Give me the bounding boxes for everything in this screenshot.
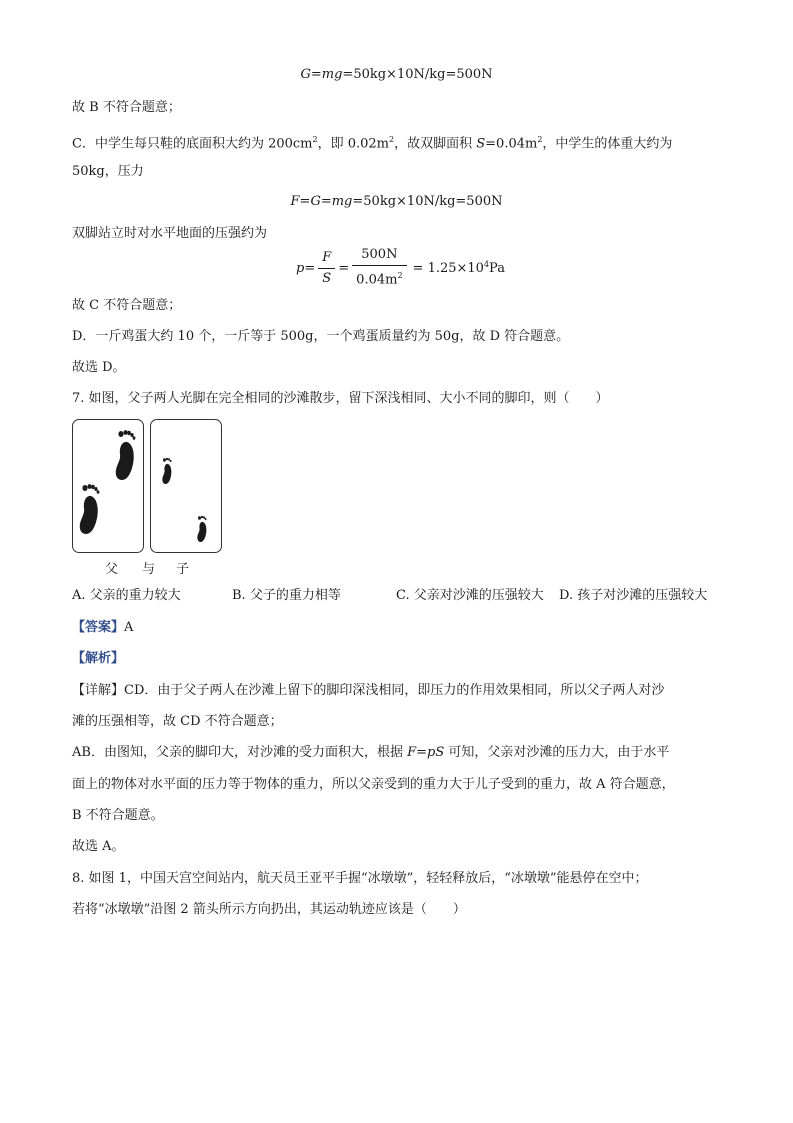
q7-analysis: [72, 650, 124, 668]
numerator-F: F: [318, 250, 335, 269]
option-b: B. 父子的重力相等: [232, 588, 341, 603]
q7-detail-line-5: B 不符合题意。: [72, 808, 164, 823]
c-conclusion: 故 C 不符合题意；: [72, 298, 182, 313]
select-d: 故选 D。: [72, 360, 126, 375]
symbol-p: p: [296, 260, 305, 276]
q7-stem: 7. 如图，父子两人光脚在完全相同的沙滩散步，留下深浅相同、大小不同的脚印，则（ ）: [72, 391, 609, 406]
q8-stem-line-2: 若将“冰墩墩”沿图 2 箭头所示方向扔出，其运动轨迹应该是（ ）: [72, 902, 466, 917]
q7-select: 故选 A。: [72, 839, 125, 854]
equation-pressure: [296, 247, 505, 289]
c-text-part: C．中学生每只鞋的底面积大约为 200cm: [72, 136, 313, 152]
q7-detail-line-3: [72, 744, 669, 762]
symbol-G: G: [300, 67, 311, 82]
son-footprint-lower: [197, 516, 206, 542]
equation-rhs: =50kg×10N/kg=500N: [352, 194, 503, 209]
eq-sign: =: [320, 194, 332, 209]
b-conclusion: 故 B 不符合题意；: [72, 100, 181, 115]
superscript: 2: [312, 135, 318, 144]
q7-detail-line-4: 面上的物体对水平面的压力等于物体的重力，所以父亲受到的重力大于儿子受到的重力，故 A 符合题意，: [72, 777, 675, 792]
symbol-G: G: [310, 194, 321, 209]
father-footprints: [73, 420, 143, 552]
superscript: 2: [389, 135, 395, 144]
c-text-line-1: [72, 131, 672, 153]
fraction-F-over-S: [318, 250, 335, 287]
q8-stem-line-1: 8. 如图 1，中国天宫空间站内，航天员王亚平手握“冰墩墩”，轻轻释放后，“冰墩墩”能悬停在空中；: [72, 871, 648, 886]
equation-force: [0, 193, 793, 211]
footprint-figure: [72, 419, 222, 579]
father-footprint-upper: [116, 430, 136, 480]
detail-tag: 【详解】: [72, 683, 125, 698]
unit-pa: Pa: [489, 260, 505, 276]
symbol-F: F: [407, 745, 417, 760]
q7-answer: [72, 619, 133, 637]
c-text-part: ，即 0.02m: [317, 136, 390, 152]
father-footprint-panel: [72, 419, 144, 553]
option-d: D. 孩子对沙滩的压强较大: [559, 588, 708, 603]
c-text-line-2: 50kg，压力: [72, 164, 144, 179]
c-text-part: =0.04m: [485, 136, 538, 152]
area-value: 0.04m: [356, 272, 398, 288]
c-text-part: ，中学生的体重大约为: [542, 136, 673, 152]
fraction-500N-over-area: [352, 247, 406, 288]
q7-detail-line-1: [72, 682, 664, 700]
denominator-area: [352, 266, 406, 288]
option-c: C. 父亲对沙滩的压强较大: [396, 588, 544, 603]
symbol-pS: pS: [427, 745, 445, 760]
answer-value: A: [124, 620, 134, 635]
symbol-S: S: [476, 136, 486, 152]
analysis-tag: 【解析】: [72, 651, 125, 666]
c-text-line-3: 双脚站立时对水平地面的压强约为: [72, 226, 268, 241]
eq-sign: =: [304, 260, 316, 276]
superscript: 2: [537, 135, 543, 144]
numerator-500N: 500N: [352, 247, 406, 266]
eq-sign: =: [299, 194, 311, 209]
symbol-F: F: [290, 194, 300, 209]
detail-text: CD．由于父子两人在沙滩上留下的脚印深浅相同，即压力的作用效果相同，所以父子两人对沙: [124, 683, 665, 698]
detail-text: 可知，父亲对沙滩的压力大，由于水平: [444, 745, 670, 760]
option-a: A. 父亲的重力较大: [72, 588, 181, 603]
father-footprint-lower: [80, 484, 100, 534]
eq-sign: =: [416, 745, 428, 760]
c-text-part: ，故双脚面积: [394, 136, 477, 152]
q7-detail-line-2: 滩的压强相等，故 CD 不符合题意；: [72, 714, 283, 729]
caption-son: 子: [176, 562, 190, 577]
equation-weight: [0, 66, 793, 84]
son-footprint-upper: [162, 458, 171, 484]
eq-sign: =: [310, 67, 322, 82]
caption-father: 父: [105, 562, 119, 577]
answer-tag: 【答案】: [72, 620, 125, 635]
caption-and: 与: [142, 562, 156, 577]
exponent: 4: [483, 259, 490, 269]
eq-sign: =: [338, 260, 350, 276]
symbol-mg: mg: [331, 194, 353, 209]
equation-rhs: =50kg×10N/kg=500N: [342, 67, 493, 82]
superscript: 2: [397, 271, 403, 281]
son-footprint-panel: [150, 419, 222, 553]
pressure-result: = 1.25×10: [412, 260, 484, 276]
detail-text: AB．由图知，父亲的脚印大，对沙滩的受力面积大，根据: [72, 745, 408, 760]
d-text: D．一斤鸡蛋大约 10 个，一斤等于 500g，一个鸡蛋质量约为 50g，故 D 符合题意。: [72, 329, 570, 344]
denominator-S: S: [322, 270, 332, 286]
son-footprints: [151, 420, 221, 552]
symbol-mg: mg: [321, 67, 343, 82]
